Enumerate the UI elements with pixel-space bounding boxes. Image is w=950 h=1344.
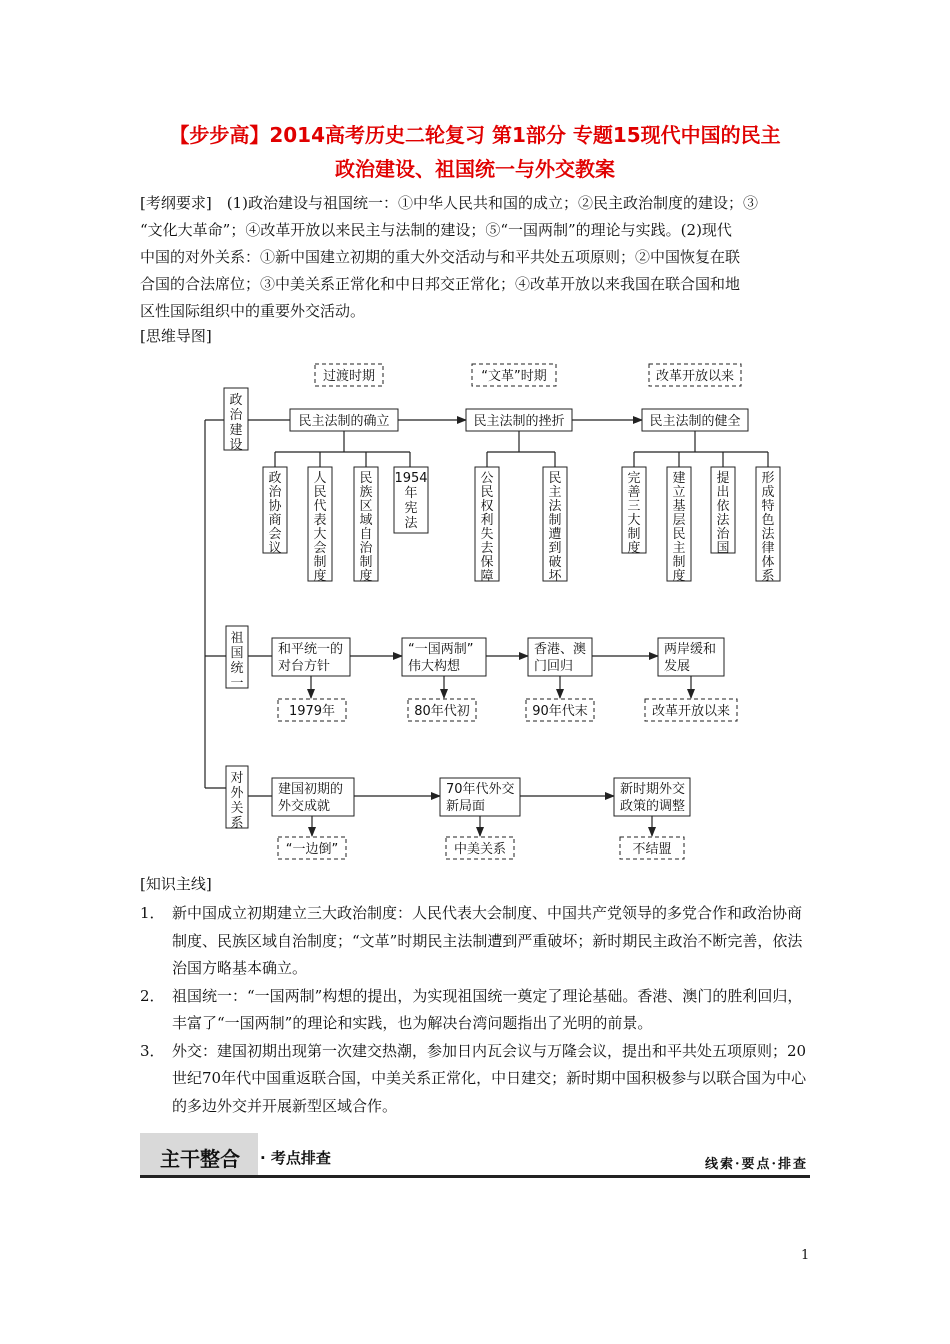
svg-text:制: 制 (359, 555, 373, 570)
leaf-box (263, 467, 287, 556)
svg-text:制: 制 (548, 513, 562, 528)
svg-text:保: 保 (480, 555, 494, 570)
list-text: 祖国统一：“一国两制”构想的提出，为实现祖国统一奠定了理论基础。香港、澳门的胜利回归，丰富了“一国两制”的理论和实践，也为解决台湾问题指出了光明的前景。 (172, 986, 803, 1032)
svg-text:到: 到 (548, 541, 562, 556)
svg-text:三: 三 (627, 499, 641, 514)
list-item (140, 1038, 812, 1121)
svg-text:表: 表 (313, 513, 327, 528)
svg-text:外: 外 (230, 786, 244, 801)
list-number: 1． (140, 904, 165, 922)
svg-text:人: 人 (313, 471, 327, 486)
svg-text:协: 协 (268, 499, 282, 514)
svg-text:制: 制 (627, 527, 641, 542)
svg-text:障: 障 (480, 569, 494, 584)
svg-text:建: 建 (229, 423, 243, 438)
svg-text:特: 特 (761, 499, 775, 514)
title-line-2: 政治建设、祖国统一与外交教案 (335, 157, 615, 181)
svg-text:大: 大 (313, 527, 327, 542)
svg-text:公: 公 (480, 471, 494, 486)
svg-text:基: 基 (672, 499, 686, 514)
leaf-box (308, 467, 332, 584)
svg-text:对: 对 (230, 771, 244, 786)
svg-text:利: 利 (480, 513, 494, 528)
list-number: 3． (140, 1041, 165, 1060)
knowledge-label: [知识主线] (140, 875, 212, 893)
list-text: 新中国成立初期建立三大政治制度：人民代表大会制度、中国共产党领导的多党合作和政治协商制度、民族区域自治制度；“文革”时期民主法制遭到严重破坏；新时期民主政治不断完善，依法治国方略基本确立。 (172, 904, 803, 977)
leaf-box (756, 467, 780, 584)
category-box-foreign (226, 766, 248, 831)
svg-text:香港、澳: 香港、澳 (534, 642, 587, 657)
svg-text:体: 体 (761, 555, 775, 570)
svg-text:“文革”时期: “文革”时期 (481, 369, 547, 384)
svg-text:改革开放以来: 改革开放以来 (651, 704, 731, 719)
svg-text:门回归: 门回归 (534, 659, 574, 674)
leaf-box (354, 467, 378, 584)
svg-text:国: 国 (716, 541, 730, 556)
category-box-politics (224, 388, 248, 453)
svg-text:法: 法 (548, 499, 562, 514)
svg-text:70年代外交: 70年代外交 (446, 782, 515, 797)
svg-text:代: 代 (313, 499, 327, 514)
svg-text:设: 设 (229, 438, 243, 453)
title-line-1: 【步步高】2014高考历史二轮复习 第1部分 专题15现代中国的民主 (169, 123, 781, 147)
svg-text:区: 区 (359, 499, 373, 514)
svg-text:治: 治 (229, 408, 243, 423)
svg-text:民: 民 (672, 527, 686, 542)
svg-text:度: 度 (313, 569, 327, 584)
svg-text:政: 政 (268, 471, 282, 486)
svg-text:失: 失 (480, 527, 494, 542)
unification-box (528, 638, 592, 676)
svg-text:度: 度 (627, 541, 641, 556)
svg-text:民主法制的健全: 民主法制的健全 (649, 414, 741, 429)
svg-text:建国初期的: 建国初期的 (278, 782, 344, 797)
svg-text:商: 商 (268, 513, 282, 528)
svg-text:一: 一 (230, 676, 244, 691)
svg-text:成: 成 (761, 485, 775, 500)
svg-text:关: 关 (230, 801, 244, 816)
note-box (620, 837, 684, 859)
svg-text:法: 法 (761, 527, 775, 542)
svg-text:1979年: 1979年 (288, 704, 336, 719)
svg-text:民: 民 (313, 485, 327, 500)
svg-text:层: 层 (672, 513, 686, 528)
svg-text:过渡时期: 过渡时期 (322, 369, 376, 384)
svg-text:主: 主 (548, 485, 562, 500)
svg-text:法: 法 (404, 516, 418, 531)
leaf-box (394, 467, 428, 533)
period-box (472, 364, 556, 386)
outline-line: 合国的合法席位；③中美关系正常化和中日邦交正常化；④改革开放以来我国在联合国和地 (140, 275, 741, 293)
unification-box (272, 638, 350, 676)
svg-text:政策的调整: 政策的调整 (620, 799, 686, 814)
svg-text:法: 法 (716, 513, 730, 528)
outline-line: [考纲要求] (1)政治建设与祖国统一：①中华人民共和国的成立；②民主政治制度的建设；③ (140, 194, 758, 212)
svg-text:形: 形 (761, 471, 775, 486)
svg-text:“一国两制”: “一国两制” (408, 642, 474, 657)
svg-text:民: 民 (548, 471, 562, 486)
svg-text:域: 域 (359, 513, 373, 528)
banner-title: 主干整合 (160, 1147, 240, 1171)
time-box (278, 699, 346, 721)
svg-text:发展: 发展 (664, 659, 691, 674)
svg-text:主: 主 (672, 541, 686, 556)
category-box-unification (226, 626, 248, 691)
svg-text:权: 权 (480, 499, 494, 514)
stage-box (642, 409, 748, 431)
svg-text:宪: 宪 (404, 501, 418, 516)
list-item (140, 900, 812, 983)
svg-text:中美关系: 中美关系 (453, 842, 507, 857)
svg-text:祖: 祖 (230, 631, 244, 646)
svg-text:去: 去 (480, 541, 494, 556)
svg-text:系: 系 (230, 816, 244, 831)
time-box (526, 699, 594, 721)
svg-text:政: 政 (229, 393, 243, 408)
time-box (408, 699, 476, 721)
svg-text:国: 国 (230, 646, 244, 661)
svg-text:善: 善 (627, 485, 641, 500)
svg-text:年: 年 (404, 486, 418, 501)
svg-text:出: 出 (716, 485, 730, 500)
leaf-box (475, 467, 499, 584)
svg-text:1954: 1954 (394, 471, 428, 486)
section-banner (140, 1133, 810, 1177)
svg-text:新时期外交: 新时期外交 (620, 782, 686, 797)
svg-text:制: 制 (672, 555, 686, 570)
leaf-box (667, 467, 691, 584)
svg-text:对台方针: 对台方针 (278, 659, 331, 674)
svg-text:治: 治 (359, 541, 373, 556)
svg-text:度: 度 (359, 569, 373, 584)
stage-box (466, 409, 572, 431)
unification-box (402, 638, 486, 676)
foreign-box (272, 778, 354, 816)
svg-text:自: 自 (359, 527, 373, 542)
note-box (446, 837, 514, 859)
knowledge-list (140, 900, 812, 1120)
svg-text:外交成就: 外交成就 (278, 799, 331, 814)
leaf-box (622, 467, 646, 556)
svg-text:族: 族 (359, 485, 373, 500)
svg-text:破: 破 (548, 555, 562, 570)
mindmap-label: [思维导图] (140, 327, 212, 345)
svg-text:律: 律 (761, 541, 775, 556)
svg-text:会: 会 (268, 527, 282, 542)
list-text: 外交：建国初期出现第一次建交热潮，参加日内瓦会议与万隆会议，提出和平共处五项原则；20世纪70年代中国重返联合国，中美关系正常化，中日建交；新时期中国积极参与以联合国为中心的多边外交并开展新型区域合作。 (172, 1041, 807, 1115)
banner-right-text: 线索·要点·排查 (704, 1157, 808, 1172)
svg-text:坏: 坏 (548, 569, 562, 584)
outline-line: 区性国际组织中的重要外交活动。 (140, 302, 366, 320)
list-number: 2． (140, 986, 165, 1005)
leaf-box (711, 467, 735, 556)
svg-text:民主法制的挫折: 民主法制的挫折 (473, 414, 565, 429)
svg-text:立: 立 (672, 485, 686, 500)
stage-box (290, 409, 398, 431)
svg-text:和平统一的: 和平统一的 (278, 642, 344, 657)
svg-text:完: 完 (627, 471, 641, 486)
svg-text:80年代初: 80年代初 (414, 704, 470, 719)
svg-text:建: 建 (672, 471, 686, 486)
svg-text:议: 议 (268, 541, 282, 556)
svg-text:伟大构想: 伟大构想 (408, 659, 461, 674)
list-item (140, 983, 812, 1038)
svg-text:新局面: 新局面 (446, 799, 486, 814)
svg-text:治: 治 (268, 485, 282, 500)
svg-text:系: 系 (761, 569, 775, 584)
banner-rule (140, 1175, 810, 1178)
svg-text:“一边倒”: “一边倒” (285, 842, 339, 857)
svg-text:统: 统 (230, 661, 244, 676)
svg-text:度: 度 (672, 569, 686, 584)
svg-text:民主法制的确立: 民主法制的确立 (298, 414, 390, 429)
outline-line: “文化大革命”；④改革开放以来民主与法制的建设；⑤“一国两制”的理论与实践。(2)现代 (140, 221, 732, 239)
banner-subtitle: · 考点排查 (260, 1149, 331, 1167)
svg-text:90年代末: 90年代末 (532, 704, 588, 719)
svg-text:民: 民 (359, 471, 373, 486)
svg-text:改革开放以来: 改革开放以来 (655, 369, 735, 384)
svg-text:民: 民 (480, 485, 494, 500)
svg-text:依: 依 (716, 499, 730, 514)
note-box (278, 837, 346, 859)
period-box (315, 364, 383, 386)
leaf-box (543, 467, 567, 584)
foreign-box (440, 778, 520, 816)
page-number: 1 (801, 1248, 810, 1263)
outline-line: 中国的对外关系：①新中国建立初期的重大外交活动与和平共处五项原则；②中国恢复在联 (140, 248, 741, 266)
period-box (649, 364, 741, 386)
svg-text:色: 色 (761, 513, 775, 528)
svg-text:制: 制 (313, 555, 327, 570)
svg-text:两岸缓和: 两岸缓和 (664, 642, 717, 657)
svg-text:治: 治 (716, 527, 730, 542)
time-box (645, 699, 737, 721)
svg-text:会: 会 (313, 541, 327, 556)
svg-text:大: 大 (627, 513, 641, 528)
svg-text:提: 提 (716, 471, 730, 486)
svg-text:遭: 遭 (548, 527, 562, 542)
svg-text:不结盟: 不结盟 (632, 842, 672, 857)
unification-box (658, 638, 724, 676)
foreign-box (614, 778, 690, 816)
